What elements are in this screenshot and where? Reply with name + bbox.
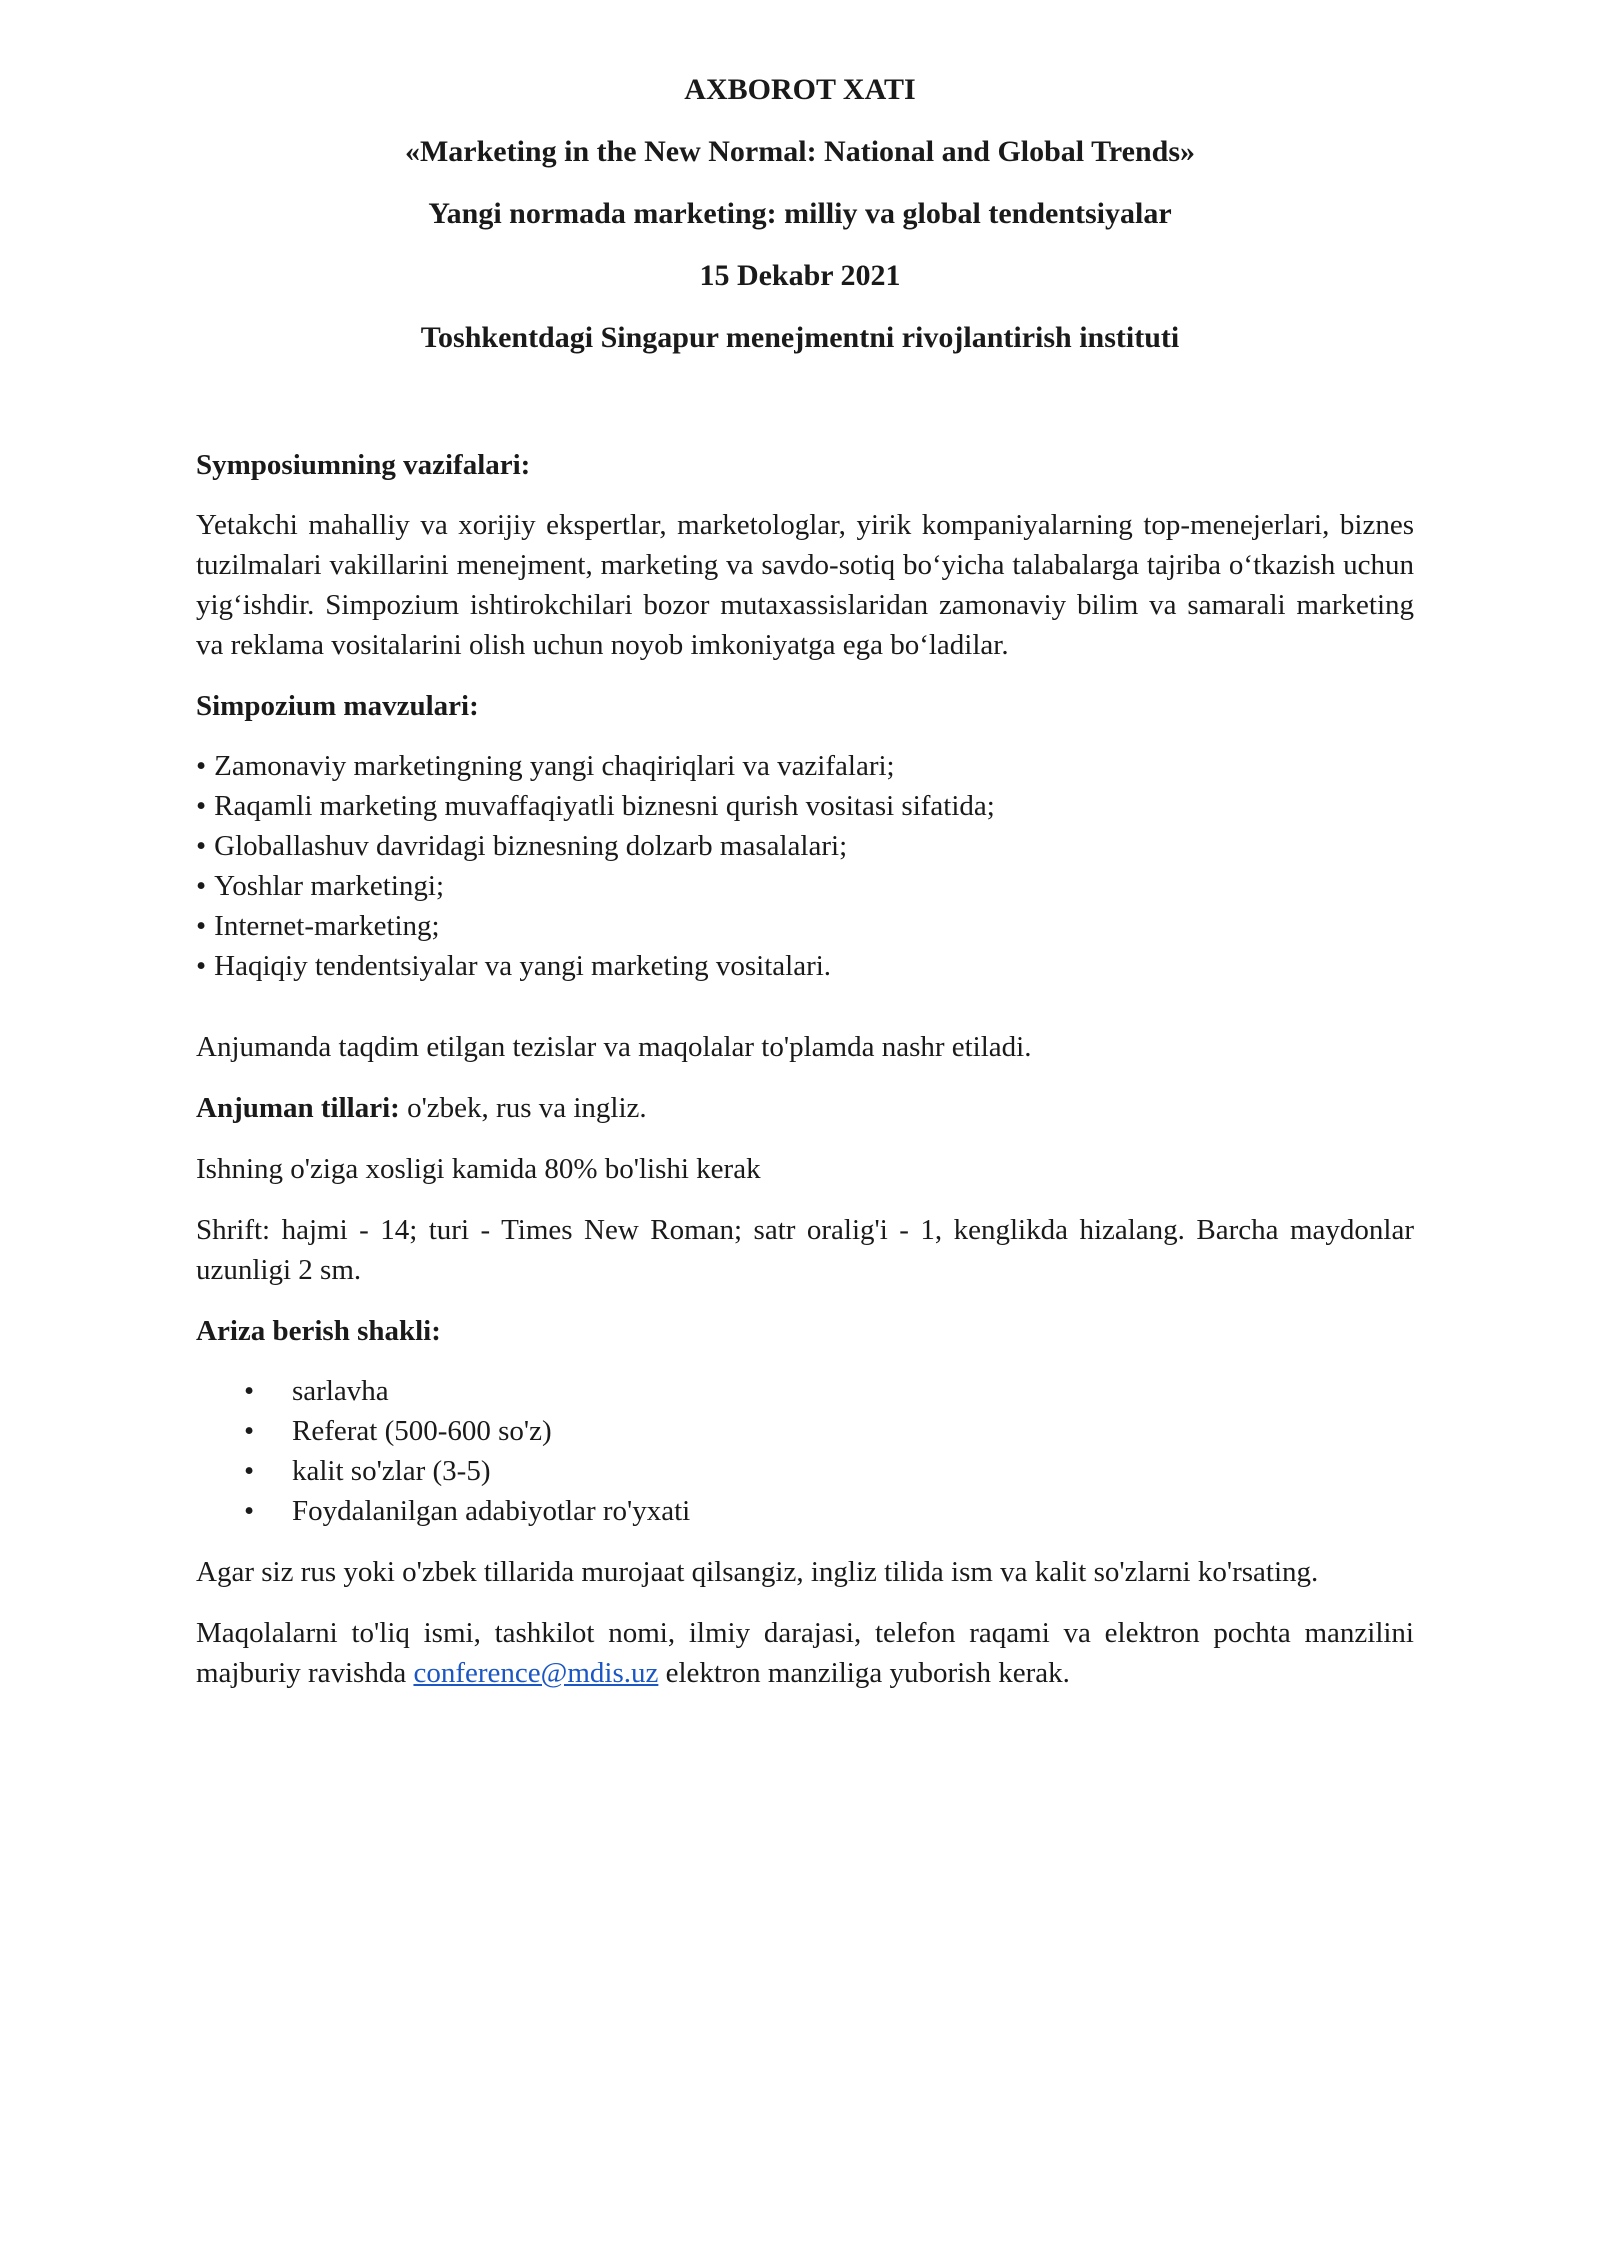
application-list (196, 1371, 1414, 1531)
topic-text: Haqiqiy tendentsiyalar va yangi marketing vositalari. (214, 950, 832, 982)
topic-text: Yoshlar marketingi; (214, 870, 445, 902)
list-item (196, 866, 1414, 906)
bullet-icon: • (196, 790, 207, 822)
bullet-icon: • (244, 1455, 255, 1487)
conference-venue: Toshkentdagi Singapur menejmentni rivojlantirish instituti (420, 321, 1180, 354)
bullet-icon: • (196, 910, 207, 942)
application-item-text: sarlavha (292, 1375, 389, 1407)
topic-text: Globallashuv davridagi biznesning dolzarb masalalari; (214, 830, 848, 862)
bullet-icon: • (244, 1495, 255, 1527)
conference-title-uzbek: Yangi normada marketing: milliy va global tendentsiyalar (428, 197, 1172, 230)
document-header (0, 72, 1600, 382)
list-item (196, 946, 1414, 986)
email-link[interactable]: conference@mdis.uz (413, 1657, 659, 1689)
topics-heading: Simpozium mavzulari: (196, 690, 479, 722)
originality-note: Ishning o'ziga xosligi kamida 80% bo'lishi kerak (196, 1153, 761, 1185)
submission-text-before: Maqolalarni to'liq ismi, tashkilot nomi, ilmiy darajasi, telefon raqami va elektron pochta manzilini majburiy ravishda (196, 1617, 1414, 1689)
document-body (196, 445, 1414, 1693)
topics-list (196, 746, 1414, 986)
topic-text: Zamonaviy marketingning yangi chaqiriqlari va vazifalari; (214, 750, 895, 782)
list-item (196, 1491, 1414, 1531)
submission-text-after: elektron manziliga yuborish kerak. (658, 1657, 1070, 1689)
application-item-text: kalit so'zlar (3-5) (292, 1455, 491, 1487)
bullet-icon: • (196, 950, 207, 982)
list-item (196, 746, 1414, 786)
languages-value: o'zbek, rus va ingliz. (399, 1092, 647, 1124)
list-item (196, 1451, 1414, 1491)
tasks-paragraph: Yetakchi mahalliy va xorijiy ekspertlar, marketologlar, yirik kompaniyalarning top-menejerlari, biznes tuzilmalari vakillarini menejment, marketing va savdo-sotiq bo‘yicha talabalarga tajriba o‘tkazish uchun yig‘ishdir. Simpozium ishtirokchilari bozor mutaxassislaridan zamonaviy bilim va samarali marketing va reklama vositalarini olish uchun noyob imkoniyatga ega bo‘ladilar. (196, 509, 1414, 661)
submission-instructions (196, 1613, 1414, 1693)
languages-line (196, 1088, 1414, 1128)
bullet-icon: • (196, 870, 207, 902)
font-requirements: Shrift: hajmi - 14; turi - Times New Roman; satr oralig'i - 1, kenglikda hizalang. Barcha maydonlar uzunligi 2 sm. (196, 1214, 1414, 1286)
list-item (196, 1411, 1414, 1451)
conference-date: 15 Dekabr 2021 (699, 259, 901, 292)
topic-text: Internet-marketing; (214, 910, 440, 942)
application-heading: Ariza berish shakli: (196, 1315, 441, 1347)
bullet-icon: • (244, 1375, 255, 1407)
languages-label: Anjuman tillari: (196, 1092, 400, 1124)
application-item-text: Foydalanilgan adabiyotlar ro'yxati (292, 1495, 691, 1527)
list-item (196, 906, 1414, 946)
bullet-icon: • (196, 750, 207, 782)
document-type-title: AXBOROT XATI (684, 73, 916, 106)
bullet-icon: • (244, 1415, 255, 1447)
list-item (196, 786, 1414, 826)
conference-title-english: «Marketing in the New Normal: National and Global Trends» (404, 135, 1196, 168)
list-item (196, 826, 1414, 866)
language-note: Agar siz rus yoki o'zbek tillarida murojaat qilsangiz, ingliz tilida ism va kalit so'zlarni ko'rsating. (196, 1556, 1319, 1588)
list-item (196, 1371, 1414, 1411)
application-item-text: Referat (500-600 so'z) (292, 1415, 552, 1447)
publication-note: Anjumanda taqdim etilgan tezislar va maqolalar to'plamda nashr etiladi. (196, 1031, 1032, 1063)
bullet-icon: • (196, 830, 207, 862)
tasks-heading: Symposiumning vazifalari: (196, 449, 531, 481)
topic-text: Raqamli marketing muvaffaqiyatli biznesni qurish vositasi sifatida; (214, 790, 995, 822)
